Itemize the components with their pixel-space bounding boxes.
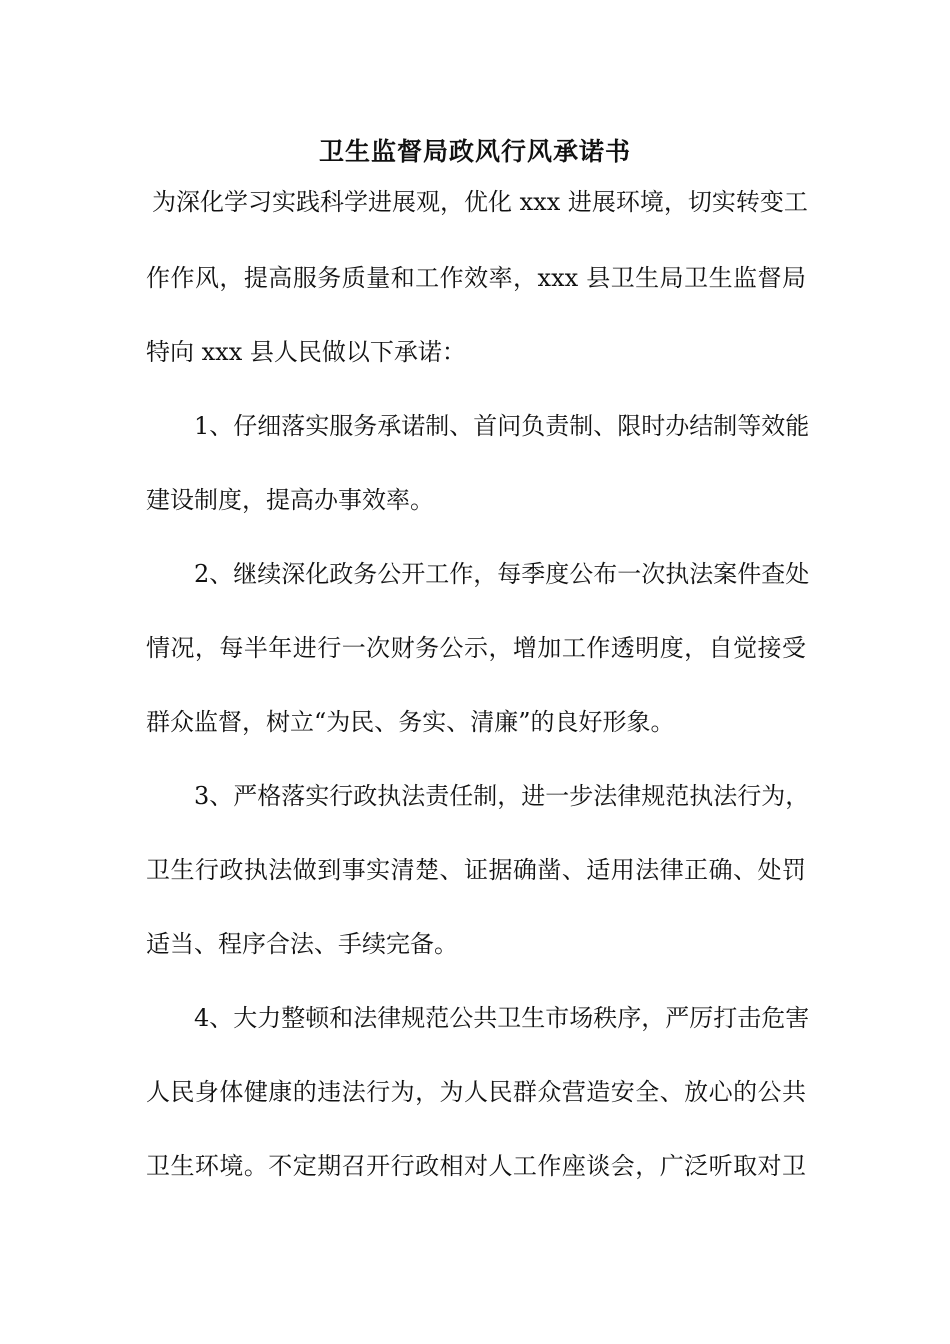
- item-4-line-2: 人民身体健康的违法行为，为人民群众营造安全、放心的公共: [146, 1078, 806, 1106]
- item-2-line-3: 群众监督，树立“为民、务实、清廉”的良好形象。: [146, 708, 675, 736]
- item-1-line-1: 1、仔细落实服务承诺制、首问负责制、限时办结制等效能: [194, 412, 810, 440]
- item-4-line-1: 4、大力整顿和法律规范公共卫生市场秩序，严厉打击危害: [194, 1004, 810, 1032]
- intro-line-1: 为深化学习实践科学进展观，优化 xxx 进展环境，切实转变工: [152, 188, 808, 216]
- document-title: 卫生监督局政风行风承诺书: [318, 137, 631, 166]
- intro-line-3: 特向 xxx 县人民做以下承诺：: [146, 338, 466, 366]
- item-3-line-1: 3、严格落实行政执法责任制，进一步法律规范执法行为，: [194, 782, 810, 810]
- item-1-line-2: 建设制度，提高办事效率。: [146, 486, 434, 514]
- item-3-line-3: 适当、程序合法、手续完备。: [146, 930, 458, 958]
- item-3-line-2: 卫生行政执法做到事实清楚、证据确凿、适用法律正确、处罚: [146, 856, 806, 884]
- item-4-line-3: 卫生环境。不定期召开行政相对人工作座谈会，广泛听取对卫: [146, 1152, 806, 1180]
- item-2-line-2: 情况，每半年进行一次财务公示，增加工作透明度，自觉接受: [146, 634, 806, 662]
- intro-line-2: 作作风，提高服务质量和工作效率，xxx 县卫生局卫生监督局: [146, 264, 806, 292]
- item-2-line-1: 2、继续深化政务公开工作，每季度公布一次执法案件查处: [194, 560, 810, 588]
